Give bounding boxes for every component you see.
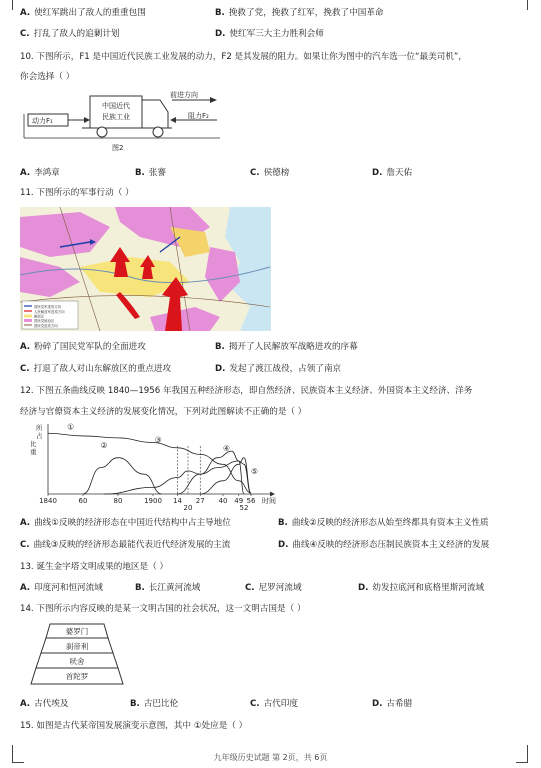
chart-curve-label: ④ xyxy=(222,444,231,454)
q14-caste-pyramid xyxy=(22,622,132,688)
q12-option-d: D. 曲线④反映的经济形态压制民族资本主义经济的发展 xyxy=(278,540,490,550)
map-legend-1: 国民党军进攻方向 xyxy=(34,305,62,309)
q9-option-c: C. 打乱了敌人的追剿计划 xyxy=(20,29,120,39)
q10-power-label: 动力F₁ xyxy=(32,117,53,125)
q14-option-d: D. 古希腊 xyxy=(372,699,413,709)
q11-option-b: B. 揭开了人民解放军战略进攻的序幕 xyxy=(215,342,358,352)
chart-ylabel-1: 所 xyxy=(36,424,43,432)
chart-curve-label: ⑤ xyxy=(250,467,259,477)
chart-xlabel: 时间 xyxy=(262,497,276,505)
q12-option-a: A. 曲线①反映的经济形态在中国近代结构中占主导地位 xyxy=(20,518,231,528)
chart-x-tick-label: 1840 xyxy=(39,497,57,505)
q10-box-line2: 民族工业 xyxy=(102,113,130,121)
q14-option-b: B. 古巴比伦 xyxy=(130,699,179,709)
q10-box-line1: 中国近代 xyxy=(102,102,130,110)
q10-option-d: D. 詹天佑 xyxy=(372,168,413,178)
pyramid-level-2: 刹帝利 xyxy=(65,642,89,651)
map-legend-3: 解放区 xyxy=(34,314,45,319)
q9-option-d: D. 使红军三大主力胜利会师 xyxy=(215,29,324,39)
chart-curve-label: ② xyxy=(100,440,108,450)
q10-option-b: B. 张謇 xyxy=(135,168,167,178)
crop-mark-top-left xyxy=(12,0,13,10)
q11-option-d: D. 发起了渡江战役，占领了南京 xyxy=(215,364,342,374)
chart-ylabel-4: 重 xyxy=(30,448,37,456)
chart-x-tick-label: 14 xyxy=(173,497,182,505)
chart-ylabel-2: 占 xyxy=(36,432,43,440)
chart-x-tick-label: 1900 xyxy=(144,497,162,505)
map-legend-2: 人民解放军进攻方向 xyxy=(34,310,65,314)
chart-series-line-1 xyxy=(48,433,251,492)
q10-caption: 图2 xyxy=(112,144,124,152)
chart-x-tick-label: 49 xyxy=(234,497,244,505)
chart-series-line-2 xyxy=(83,458,162,494)
q11-war-map xyxy=(20,207,271,331)
q11-stem: 11. 下图所示的军事行动（ ） xyxy=(20,188,134,198)
chart-x-tick-label: 56 xyxy=(246,497,256,505)
q10-stem-line1: 10. 下图所示，F1 是中国近代民族工业发展的动力，F2 是其发展的阻力。如果让你为图中的汽车选一位“最美司机”， xyxy=(20,52,467,62)
q10-option-a: A. 李鸿章 xyxy=(20,168,60,178)
q12-stem-line1: 12. 下图五条曲线反映 1840—1956 年我国五种经济形态，即自然经济、民族资本主义经济、外国资本主义经济、洋务 xyxy=(20,386,473,396)
q12-stem-line2: 经济与官僚资本主义经济的发展变化情况，下列对此图解读不正确的是（ ） xyxy=(20,407,307,417)
q13-option-b: B. 长江黄河流域 xyxy=(135,583,201,593)
map-legend-5: 国民党进攻方向 xyxy=(34,324,58,328)
q10-forward-label: 前进方向 xyxy=(170,91,198,99)
chart-x-tick-label-lower: 20 xyxy=(183,504,193,510)
q12-option-b: B. 曲线②反映的经济形态从始至终都具有资本主义性质 xyxy=(278,518,489,528)
chart-x-tick-label: 40 xyxy=(218,497,228,505)
q9-option-a: A. 使红军跳出了敌人的重重包围 xyxy=(20,8,146,18)
pyramid-level-3: 吠舍 xyxy=(69,657,85,666)
pyramid-level-4: 首陀罗 xyxy=(65,672,89,681)
chart-series-line-4 xyxy=(178,451,245,494)
chart-x-tick-label: 27 xyxy=(195,497,205,505)
chart-curve-label: ① xyxy=(67,422,75,432)
chart-x-tick-label-lower: 52 xyxy=(239,504,249,510)
chart-curve-label: ③ xyxy=(154,435,162,445)
pyramid-level-1: 婆罗门 xyxy=(65,627,89,636)
q10-resist-label: 阻力F₂ xyxy=(188,112,209,120)
q9-option-b: B. 挽救了党，挽救了红军，挽救了中国革命 xyxy=(215,8,384,18)
q14-stem: 14. 下图所示内容反映的是某一文明古国的社会状况，这一文明古国是（ ） xyxy=(20,604,306,614)
q13-option-a: A. 印度河和恒河流域 xyxy=(20,583,103,593)
q11-option-a: A. 粉碎了国民党军队的全面进攻 xyxy=(20,342,146,352)
chart-x-arrow xyxy=(270,492,275,497)
q11-option-c: C. 打退了敌人对山东解放区的重点进攻 xyxy=(20,364,172,374)
chart-series-line-5 xyxy=(200,458,251,494)
q13-option-d: D. 幼发拉底河和底格里斯河流域 xyxy=(358,583,485,593)
q13-stem: 13. 诞生金字塔文明成果的地区是（ ） xyxy=(20,562,169,572)
q12-economy-chart xyxy=(18,422,280,510)
crop-mark-top-right xyxy=(527,0,528,10)
q10-stem-line2: 你会选择（ ） xyxy=(20,72,75,82)
q12-option-c: C. 曲线③反映的经济形态最能代表近代经济发展的主流 xyxy=(20,540,231,550)
q10-car-diagram xyxy=(22,88,222,154)
q14-option-c: C. 古代印度 xyxy=(250,699,298,709)
q15-stem: 15. 如图是古代某帝国发展演变示意图，其中 ①处应是（ ） xyxy=(20,721,248,731)
q14-option-a: A. 古代埃及 xyxy=(20,699,69,709)
map-legend-4: 国民党统治区 xyxy=(34,319,55,323)
chart-ylabel-3: 比 xyxy=(30,440,37,448)
page-footer: 九年级历史试题 第 2页，共 6页 xyxy=(213,753,328,762)
q13-option-c: C. 尼罗河流域 xyxy=(245,583,302,593)
q10-option-c: C. 侯德榜 xyxy=(250,168,290,178)
chart-x-tick-label: 60 xyxy=(78,497,88,505)
chart-x-tick-label: 80 xyxy=(113,497,123,505)
